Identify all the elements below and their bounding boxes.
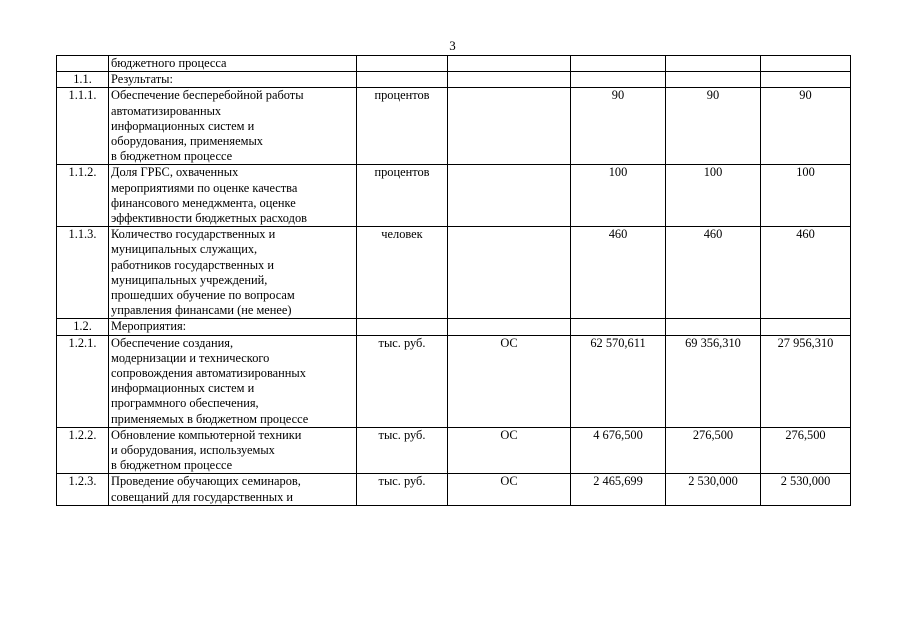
row-number: 1.1.2. xyxy=(57,165,109,227)
row-number xyxy=(57,56,109,72)
row-source: ОС xyxy=(448,474,571,505)
row-value-1: 90 xyxy=(571,88,666,165)
row-number: 1.2.2. xyxy=(57,427,109,474)
table-row xyxy=(57,474,851,505)
row-unit: тыс. руб. xyxy=(357,427,448,474)
row-value-2: 90 xyxy=(666,88,761,165)
row-number: 1.1.3. xyxy=(57,227,109,319)
row-source xyxy=(448,72,571,88)
table-row xyxy=(57,335,851,427)
row-value-3 xyxy=(761,319,851,335)
row-name: Результаты: xyxy=(109,72,357,88)
row-source xyxy=(448,165,571,227)
table-row xyxy=(57,72,851,88)
row-number: 1.1.1. xyxy=(57,88,109,165)
row-name: Мероприятия: xyxy=(109,319,357,335)
row-unit: тыс. руб. xyxy=(357,474,448,505)
row-value-3: 27 956,310 xyxy=(761,335,851,427)
row-value-1: 2 465,699 xyxy=(571,474,666,505)
row-name: бюджетного процесса xyxy=(109,56,357,72)
row-name: Количество государственных и муниципальных служащих, работников государственных и муниципальных учреждений, прошедших обучение по вопросам управления финансами (не менее) xyxy=(109,227,357,319)
row-number: 1.2.3. xyxy=(57,474,109,505)
row-unit xyxy=(357,56,448,72)
row-source: ОС xyxy=(448,335,571,427)
row-number: 1.1. xyxy=(57,72,109,88)
row-value-3: 2 530,000 xyxy=(761,474,851,505)
row-number: 1.2.1. xyxy=(57,335,109,427)
row-value-2: 276,500 xyxy=(666,427,761,474)
row-value-2 xyxy=(666,72,761,88)
row-value-1 xyxy=(571,319,666,335)
row-unit: тыс. руб. xyxy=(357,335,448,427)
table-row xyxy=(57,227,851,319)
row-value-3: 460 xyxy=(761,227,851,319)
row-source xyxy=(448,88,571,165)
row-value-1: 460 xyxy=(571,227,666,319)
row-value-2: 460 xyxy=(666,227,761,319)
row-value-2: 2 530,000 xyxy=(666,474,761,505)
budget-table xyxy=(56,55,851,506)
row-unit xyxy=(357,319,448,335)
row-value-1: 4 676,500 xyxy=(571,427,666,474)
row-value-2: 100 xyxy=(666,165,761,227)
row-source xyxy=(448,319,571,335)
row-value-3: 276,500 xyxy=(761,427,851,474)
row-value-1: 100 xyxy=(571,165,666,227)
page-number: 3 xyxy=(449,38,456,53)
table-row xyxy=(57,427,851,474)
row-name: Обеспечение создания, модернизации и технического сопровождения автоматизированных информационных систем и программного обеспечения, применяемых в бюджетном процессе xyxy=(109,335,357,427)
row-value-1 xyxy=(571,56,666,72)
row-source: ОС xyxy=(448,427,571,474)
row-value-1 xyxy=(571,72,666,88)
row-unit: человек xyxy=(357,227,448,319)
row-value-3: 100 xyxy=(761,165,851,227)
row-value-1: 62 570,611 xyxy=(571,335,666,427)
row-source xyxy=(448,227,571,319)
row-name: Обеспечение бесперебойной работы автоматизированных информационных систем и оборудования, применяемых в бюджетном процессе xyxy=(109,88,357,165)
row-value-3: 90 xyxy=(761,88,851,165)
row-name: Доля ГРБС, охваченных мероприятиями по оценке качества финансового менеджмента, оценке эффективности бюджетных расходов xyxy=(109,165,357,227)
row-value-2 xyxy=(666,56,761,72)
row-value-2: 69 356,310 xyxy=(666,335,761,427)
row-unit: процентов xyxy=(357,165,448,227)
table-row xyxy=(57,319,851,335)
row-source xyxy=(448,56,571,72)
row-value-3 xyxy=(761,56,851,72)
table-row xyxy=(57,88,851,165)
row-unit: процентов xyxy=(357,88,448,165)
row-value-2 xyxy=(666,319,761,335)
row-unit xyxy=(357,72,448,88)
row-number: 1.2. xyxy=(57,319,109,335)
row-name: Проведение обучающих семинаров, совещаний для государственных и xyxy=(109,474,357,505)
row-value-3 xyxy=(761,72,851,88)
row-name: Обновление компьютерной техники и оборудования, используемых в бюджетном процессе xyxy=(109,427,357,474)
table-row xyxy=(57,165,851,227)
table-row xyxy=(57,56,851,72)
